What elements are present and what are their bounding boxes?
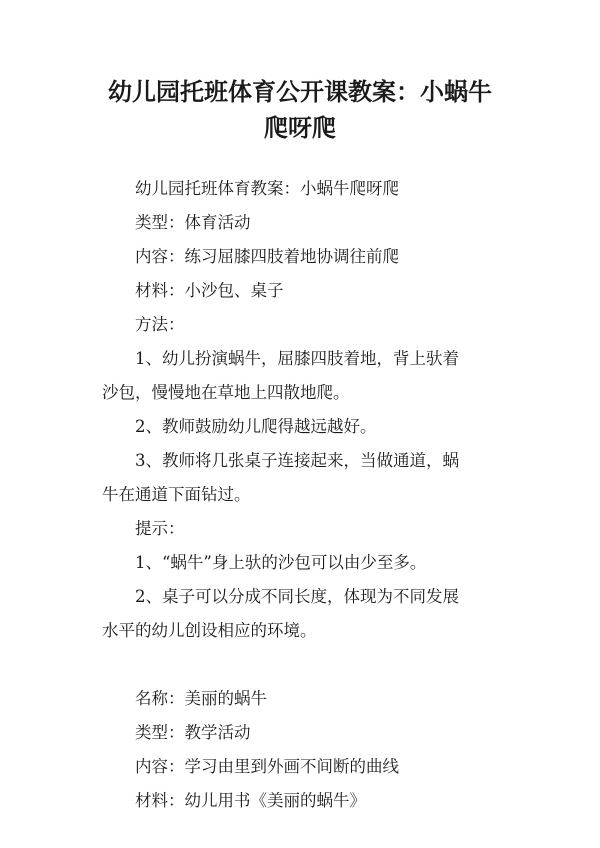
tip-item-2-line-1: 2、桌子可以分成不同长度，体现为不同发展: [135, 587, 459, 606]
paragraph-materials: 材料：小沙包、桌子: [135, 281, 284, 300]
section-gap: [102, 648, 502, 682]
paragraph-materials-2: 材料：幼儿用书《美丽的蜗牛》: [135, 791, 366, 810]
paragraph-type: 类型：体育活动: [135, 213, 251, 232]
tips-heading: 提示：: [135, 519, 185, 538]
paragraph-content-2: 内容：学习由里到外画不间断的曲线: [135, 757, 399, 776]
paragraph-type-2: 类型：教学活动: [135, 723, 251, 742]
tip-item-1: 1、“蜗牛”身上驮的沙包可以由少至多。: [135, 553, 427, 572]
paragraph-name-2: 名称：美丽的蜗牛: [135, 689, 267, 708]
method-item-1-line-2: 沙包，慢慢地在草地上四散地爬。: [102, 383, 350, 402]
document-title-line-1: 幼儿园托班体育公开课教案：小蜗牛: [108, 78, 492, 106]
paragraph-method-heading: 方法：: [135, 315, 185, 334]
method-item-3-line-1: 3、教师将几张桌子连接起来，当做通道，蜗: [135, 451, 459, 470]
method-item-3-line-2: 牛在通道下面钻过。: [102, 485, 251, 504]
document-title-line-2: 爬呀爬: [264, 114, 336, 142]
method-item-2: 2、教师鼓励幼儿爬得越远越好。: [135, 417, 377, 436]
method-item-1-line-1: 1、幼儿扮演蜗牛，屈膝四肢着地，背上驮着: [135, 349, 459, 368]
paragraph-subtitle: 幼儿园托班体育教案：小蜗牛爬呀爬: [135, 179, 399, 198]
document-body: [102, 172, 502, 818]
paragraph-content: 内容：练习屈膝四肢着地协调往前爬: [135, 247, 399, 266]
tip-item-2-line-2: 水平的幼儿创设相应的环境。: [102, 621, 317, 640]
